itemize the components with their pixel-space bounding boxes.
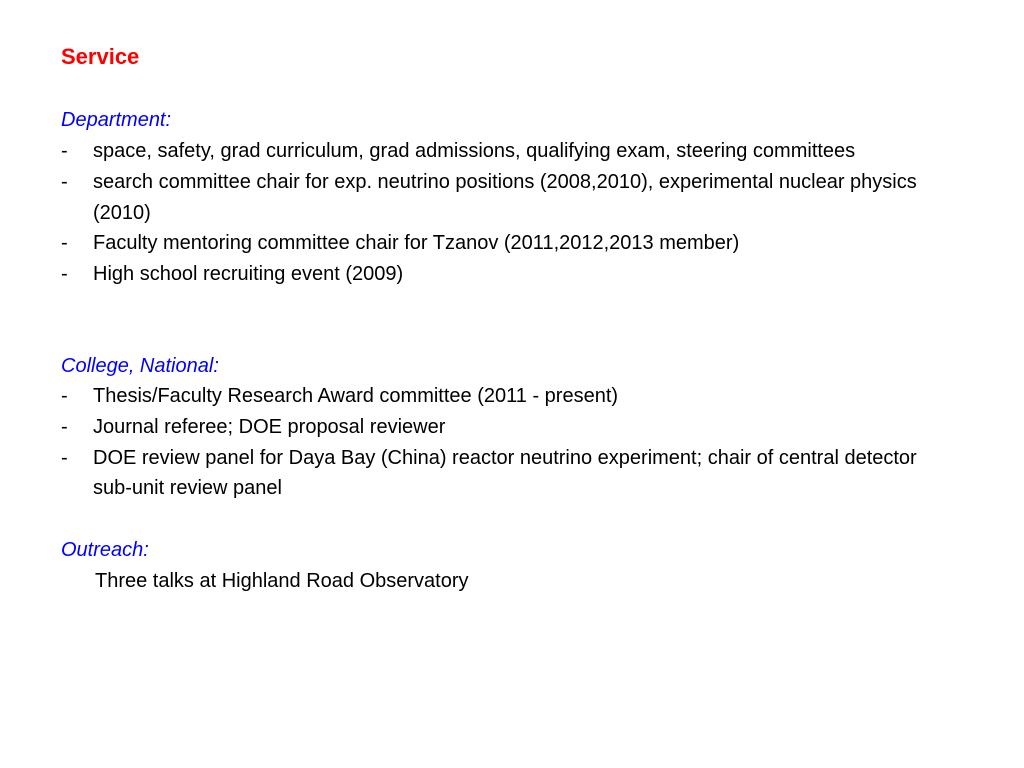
list-item-text: space, safety, grad curriculum, grad admissions, qualifying exam, steering committees <box>93 140 856 162</box>
list-item-text: Journal referee; DOE proposal reviewer <box>93 415 446 438</box>
bullet-dash: - <box>61 385 68 407</box>
list-item-text: search committee chair for exp. neutrino positions (2008,2010), experimental nuclear physics (2010) <box>93 170 917 224</box>
section-heading-college-national: College, National: <box>61 355 219 377</box>
bullet-dash: - <box>61 263 68 286</box>
list-item <box>61 167 931 229</box>
list-item-text: Faculty mentoring committee chair for Tzanov (2011,2012,2013 member) <box>93 232 740 255</box>
section-heading-department: Department: <box>61 109 172 131</box>
slide-title: Service <box>61 44 140 69</box>
bullet-dash: - <box>61 232 68 255</box>
bullet-dash: - <box>61 415 68 438</box>
list-item <box>61 381 931 412</box>
list-item-text: Thesis/Faculty Research Award committee (2011 - present) <box>93 385 619 407</box>
bullet-dash: - <box>61 446 68 469</box>
section-heading-outreach: Outreach: <box>61 539 149 561</box>
list-item <box>61 443 931 505</box>
bullet-dash: - <box>61 140 68 162</box>
list-item <box>61 259 931 290</box>
list-item-text: High school recruiting event (2009) <box>93 263 404 286</box>
bullet-dash: - <box>61 170 68 193</box>
outreach-text: Three talks at Highland Road Observatory <box>95 570 469 592</box>
college-national-list <box>61 381 931 504</box>
department-list <box>61 136 931 290</box>
list-item <box>61 228 931 259</box>
list-item <box>61 136 931 167</box>
list-item <box>61 412 931 443</box>
list-item-text: DOE review panel for Daya Bay (China) reactor neutrino experiment; chair of central detector sub-unit review panel <box>93 446 917 500</box>
